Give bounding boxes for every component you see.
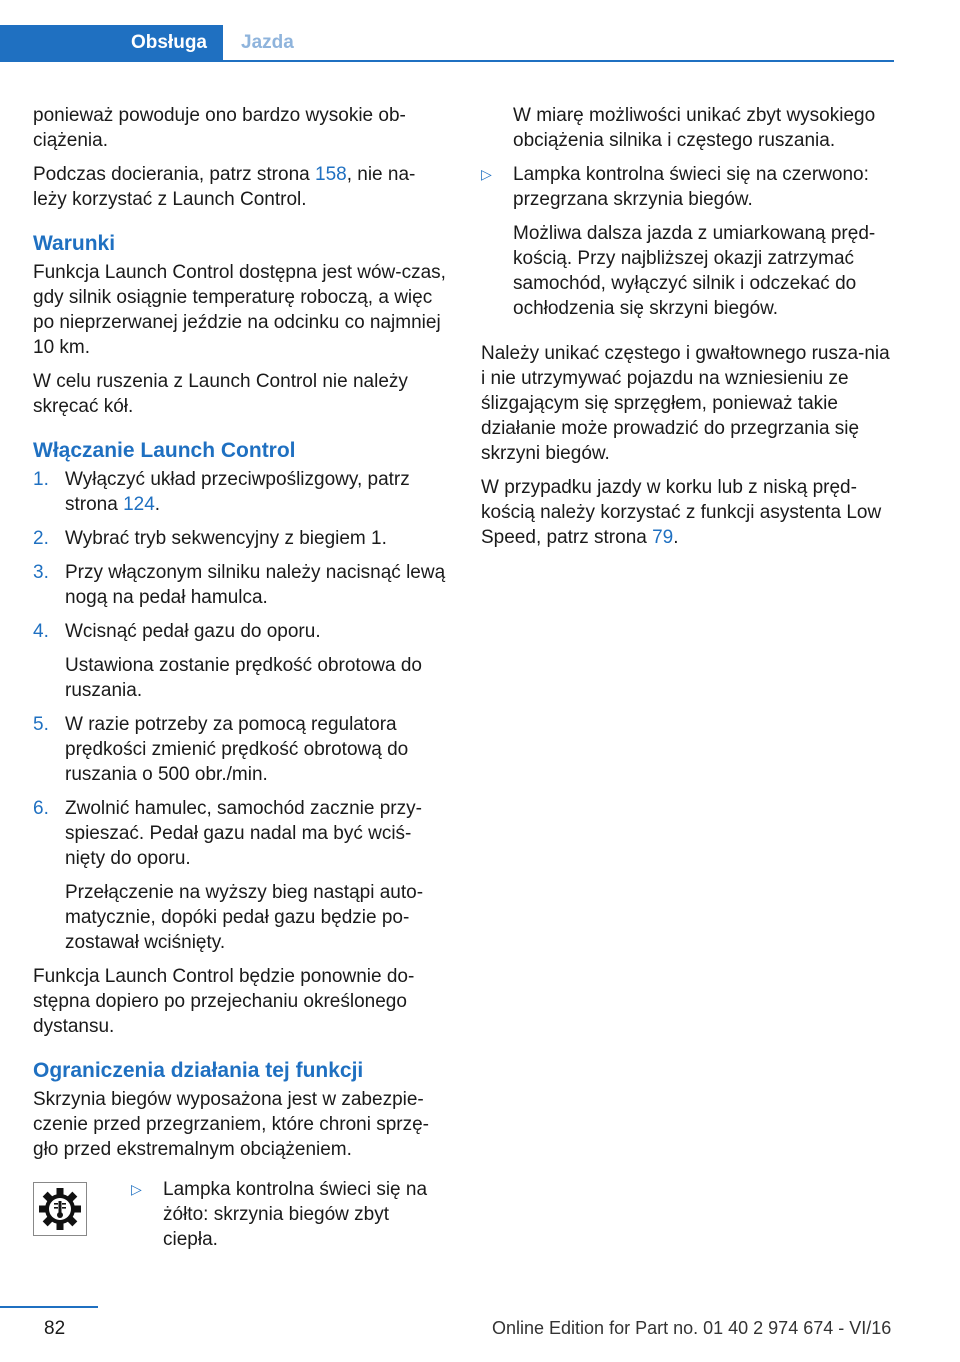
bullet-item (481, 162, 896, 212)
page-link-158[interactable]: 158 (315, 164, 347, 185)
step-text: W razie potrzeby za pomocą regulatora prędkości zmienić prędkość obrotową do ruszania o 500 obr./min. (65, 714, 409, 785)
list-item (33, 796, 448, 955)
paragraph: Należy unikać częstego i gwałtownego rusza-nia i nie utrzymywać pojazdu na wzniesieniu ze ślizgającym się sprzęgłem, ponieważ takie działanie może prowadzić do przegrzania się skrzyni biegów. (481, 343, 890, 464)
bullet-continuation: W miarę możliwości unikać zbyt wysokiego obciążenia silnika i częstego ruszania. (513, 105, 876, 151)
bullet-item (131, 1177, 448, 1252)
page-link-124[interactable]: 124 (123, 494, 155, 515)
steps-list (33, 467, 448, 955)
list-item (33, 619, 448, 703)
step-number: 3. (33, 562, 49, 583)
tab-obsluga[interactable]: Obsługa (0, 25, 223, 61)
step-text: Przy włączonym silniku należy nacisnąć lewą nogą na pedał hamulca. (65, 562, 446, 608)
left-column (33, 103, 448, 1261)
tab-jazda[interactable]: Jazda (241, 32, 294, 53)
paragraph: Funkcja Launch Control dostępna jest wów-czas, gdy silnik osiągnie temperaturę roboczą, a więc po nieprzerwanej jeździe na odcinku co najmniej 10 km. (33, 262, 446, 358)
bullet-text: Lampka kontrolna świeci się na czerwono: przegrzana skrzynia biegów. (513, 164, 869, 210)
text: . (154, 494, 161, 515)
warning-block (33, 1177, 448, 1252)
text: Wyłączyć układ przeciwpoślizgowy, patrz strona (65, 469, 410, 515)
triangle-bullet-icon: ▷ (131, 1181, 142, 1197)
paragraph: Funkcja Launch Control będzie ponownie do-stępna dopiero po przejechaniu określonego dystansu. (33, 966, 415, 1037)
list-item (33, 526, 448, 551)
paragraph (33, 162, 448, 212)
triangle-bullet-icon: ▷ (481, 166, 492, 182)
heading-ograniczenia: Ograniczenia działania tej funkcji (33, 1059, 364, 1082)
step-text: Zwolnić hamulec, samochód zacznie przy-spieszać. Pedał gazu nadal ma być wciś-nięty do oporu. (65, 798, 422, 869)
paragraph: ponieważ powoduje ono bardzo wysokie ob-ciążenia. (33, 105, 406, 151)
step-number: 4. (33, 621, 49, 642)
list-item (33, 560, 448, 610)
step-text: Wybrać tryb sekwencyjny z biegiem 1. (65, 528, 387, 549)
heading-warunki: Warunki (33, 232, 116, 255)
step-number: 5. (33, 714, 49, 735)
step-note: Przełączenie na wyższy bieg nastąpi auto-matycznie, dopóki pedał gazu będzie po-zostawał wciśnięty. (65, 882, 424, 953)
step-text: Wcisnąć pedał gazu do oporu. (65, 621, 321, 642)
text: . (673, 527, 679, 548)
right-column (481, 103, 896, 559)
paragraph: Skrzynia biegów wyposażona jest w zabezpie-czenie przed przegrzaniem, które chroni sprzę-gło przed ekstremalnym obciążeniem. (33, 1089, 430, 1160)
paragraph: W celu ruszenia z Launch Control nie należy skręcać kół. (33, 371, 408, 417)
bullet-continuation: Możliwa dalsza jazda z umiarkowaną pręd-kością. Przy najbliższej okazji zatrzymać samochód, wyłączyć silnik i odczekać do ochłodzenia się skrzyni biegów. (513, 223, 876, 319)
page-number: 82 (44, 1318, 66, 1339)
header-rule (0, 60, 894, 62)
text: Podczas docierania, patrz strona (33, 164, 315, 185)
step-note: Ustawiona zostanie prędkość obrotowa do ruszania. (65, 655, 422, 701)
heading-wlaczanie: Włączanie Launch Control (33, 439, 296, 462)
step-number: 1. (33, 469, 49, 490)
step-number: 6. (33, 798, 49, 819)
page-link-79[interactable]: 79 (652, 527, 674, 548)
section-tabs (0, 25, 333, 61)
list-item (33, 712, 448, 787)
text: W przypadku jazdy w korku lub z niską pręd-kością należy korzystać z funkcji asystenta Low Speed, patrz strona (481, 477, 882, 548)
step-number: 2. (33, 528, 49, 549)
edition-info: Online Edition for Part no. 01 40 2 974 674 - VI/16 (492, 1318, 892, 1338)
text: , nie na-leży korzystać z Launch Control. (33, 164, 416, 210)
paragraph (481, 475, 896, 550)
footer-rule (0, 1306, 98, 1308)
gearbox-temperature-icon (33, 1182, 87, 1236)
bullet-text: Lampka kontrolna świeci się na żółto: skrzynia biegów zbyt ciepła. (163, 1179, 428, 1250)
list-item (33, 467, 448, 517)
step-text (65, 467, 448, 517)
